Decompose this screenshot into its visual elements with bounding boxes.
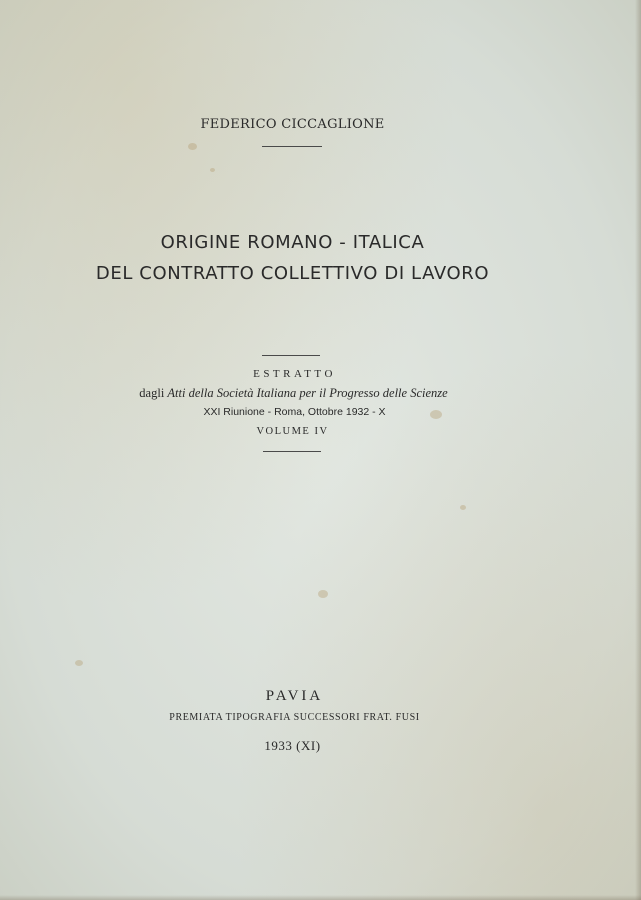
- publication-city: PAVIA: [265, 688, 324, 704]
- stain: [318, 590, 328, 598]
- source-prefix: dagli: [139, 386, 165, 400]
- divider: [262, 146, 322, 147]
- publication-year: 1933 (XI): [264, 738, 321, 753]
- source-title: Atti della Società Italiana per il Progresso delle Scienze: [167, 386, 448, 400]
- stain: [75, 660, 83, 666]
- divider: [262, 355, 320, 356]
- stain: [188, 143, 197, 150]
- volume-label: VOLUME IV: [256, 426, 329, 437]
- divider: [263, 451, 321, 452]
- title-line-2: DEL CONTRATTO COLLETTIVO DI LAVORO: [95, 263, 490, 284]
- printer-name: PREMIATA TIPOGRAFIA SUCCESSORI FRAT. FUSI: [169, 712, 420, 723]
- meeting-line: XXI Riunione - Roma, Ottobre 1932 - X: [203, 406, 386, 418]
- stain: [460, 505, 466, 510]
- title-line-1: ORIGINE ROMANO - ITALICA: [160, 232, 425, 253]
- stain: [210, 168, 215, 172]
- extract-label: ESTRATTO: [253, 368, 336, 380]
- author-name: FEDERICO CICCAGLIONE: [200, 117, 385, 132]
- source-line: [0, 386, 614, 401]
